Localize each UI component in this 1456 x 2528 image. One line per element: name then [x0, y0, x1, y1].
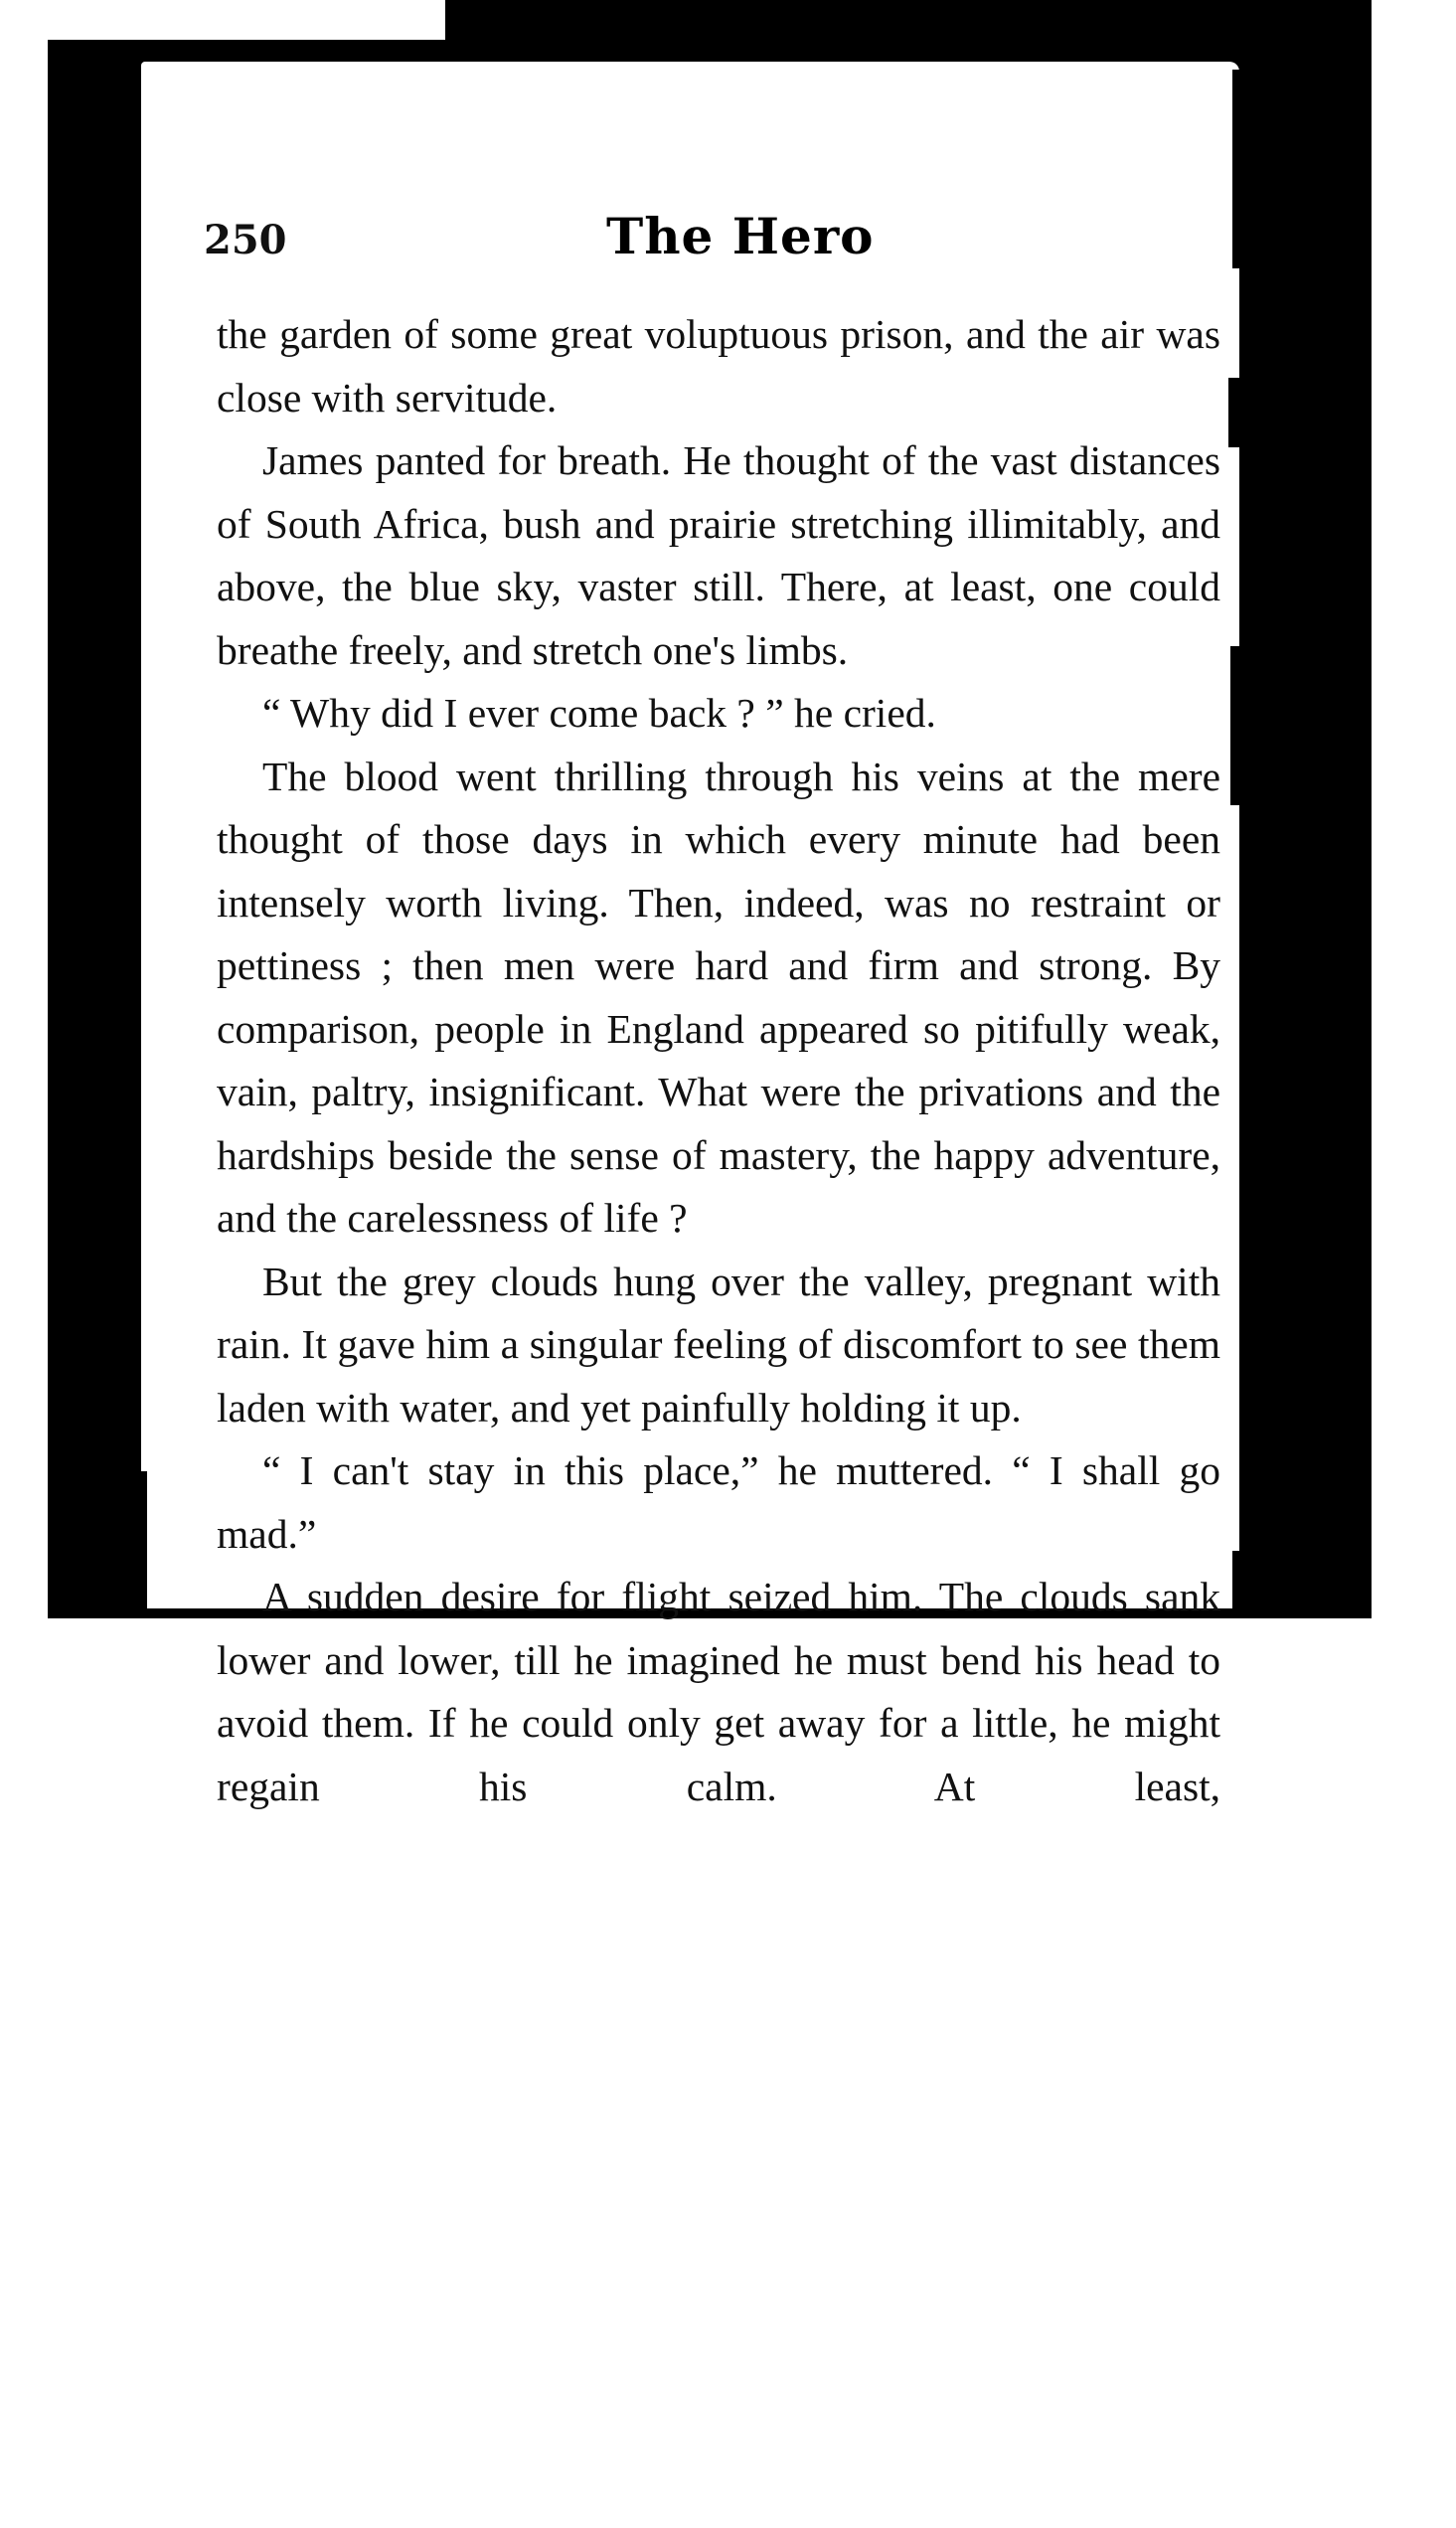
paragraph: A sudden desire for flight seized him. The clouds sank lower and lower, till he imagined he must bend his head to avoid them. If he could only get away for a little, he might regain his calm. At least, — [217, 1574, 1220, 1809]
right-edge-shadow-4 — [1232, 1551, 1242, 1610]
paragraph: The blood went thrilling through his veins at the mere thought of those days in which every minute had been intensely worth living. Then, indeed, was no restraint or pettiness ; then men were hard and firm and strong. By comparison, people in England appeared so pitifully weak, vain, paltry, insignificant. What were the privations and the hardships beside the sense of mastery, the happy adventure, and the carelessness of life ? — [217, 753, 1220, 1241]
paragraph: James panted for breath. He thought of the vast distances of South Africa, bush and prairie stretching illimitably, and above, the blue sky, vaster still. There, at least, one could breathe freely, and stretch one's limbs. — [217, 437, 1220, 673]
left-edge-shadow-1 — [135, 1471, 147, 1610]
right-edge-shadow-2 — [1228, 378, 1242, 447]
paragraph: “ I can't stay in this place,” he muttered. “ I shall go mad.” — [217, 1447, 1220, 1557]
page-header — [204, 207, 1227, 266]
paragraph: the garden of some great voluptuous prison, and the air was close with servitude. — [217, 311, 1220, 421]
right-edge-shadow-3 — [1230, 646, 1242, 805]
body-text — [217, 303, 1220, 1818]
paragraph: But the grey clouds hung over the valley, pregnant with rain. It gave him a singular feeling of discomfort to see them laden with water, and yet painfully holding it up. — [217, 1258, 1220, 1431]
scan-edge-notch — [48, 0, 445, 40]
scan-margin — [0, 0, 48, 1618]
page-number: 250 — [204, 217, 287, 263]
paragraph: “ Why did I ever come back ? ” he cried. — [262, 690, 936, 736]
right-edge-shadow-1 — [1232, 70, 1242, 268]
running-title: The Hero — [606, 207, 875, 265]
